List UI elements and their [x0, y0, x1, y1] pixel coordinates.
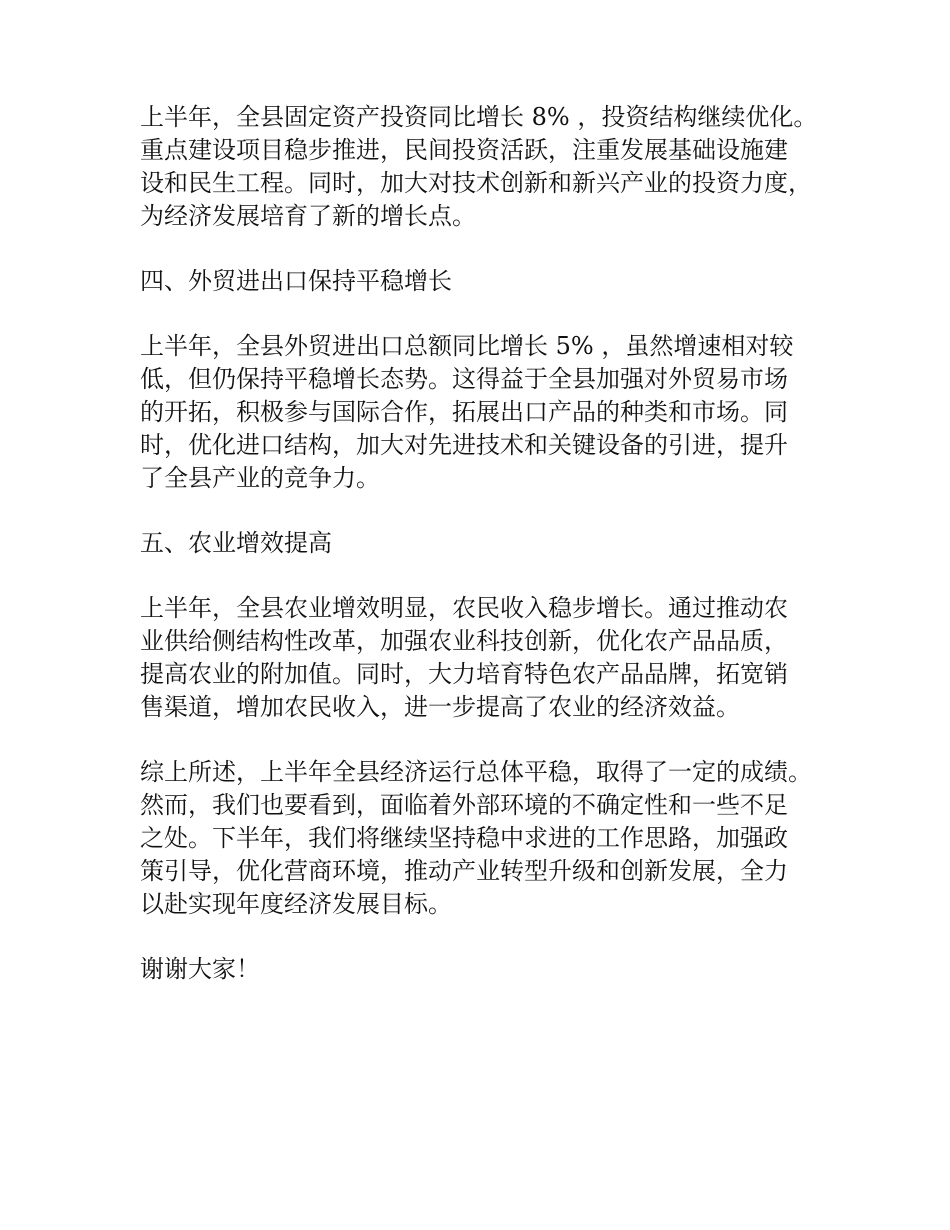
closing-remark [140, 953, 840, 986]
text-line: 上半年，全县固定资产投资同比增长 8% ，投资结构继续优化。 [140, 103, 818, 131]
text-line: 上半年，全县外贸进出口总额同比增长 5% ，虽然增速相对较 [140, 332, 794, 360]
text-line: 提高农业的附加值。同时，大力培育特色农产品品牌，拓宽销 [140, 660, 788, 688]
paragraph-agriculture [140, 592, 840, 724]
text-line: 综上所述，上半年全县经济运行总体平稳，取得了一定的成绩。 [140, 758, 812, 786]
text-line: 业供给侧结构性改革，加强农业科技创新，优化农产品品质， [140, 627, 788, 655]
text-line: 设和民生工程。同时，加大对技术创新和新兴产业的投资力度， [140, 169, 812, 197]
text-line: 之处。下半年，我们将继续坚持稳中求进的工作思路，加强政 [140, 824, 788, 852]
text-line: 上半年，全县农业增效明显，农民收入稳步增长。通过推动农 [140, 594, 788, 622]
section-heading-foreign-trade [140, 265, 840, 298]
text-line: 策引导，优化营商环境，推动产业转型升级和创新发展，全力 [140, 857, 788, 885]
text-line: 低，但仍保持平稳增长态势。这得益于全县加强对外贸易市场 [140, 365, 788, 393]
text-line: 为经济发展培育了新的增长点。 [140, 202, 476, 230]
text-line: 时，优化进口结构，加大对先进技术和关键设备的引进，提升 [140, 431, 788, 459]
section-heading-agriculture [140, 527, 840, 560]
text-line: 重点建设项目稳步推进，民间投资活跃，注重发展基础设施建 [140, 136, 788, 164]
text-line: 售渠道，增加农民收入，进一步提高了农业的经济效益。 [140, 693, 740, 721]
text-line: 了全县产业的竞争力。 [140, 464, 380, 492]
paragraph-summary [140, 756, 840, 921]
heading-text: 五、农业增效提高 [140, 529, 332, 557]
document-body [140, 101, 840, 1018]
text-line: 的开拓，积极参与国际合作，拓展出口产品的种类和市场。同 [140, 398, 788, 426]
heading-text: 四、外贸进出口保持平稳增长 [140, 267, 452, 295]
text-line: 然而，我们也要看到，面临着外部环境的不确定性和一些不足 [140, 791, 788, 819]
paragraph-fixed-asset-investment [140, 101, 840, 233]
closing-text: 谢谢大家！ [140, 955, 260, 983]
paragraph-foreign-trade [140, 330, 840, 495]
text-line: 以赴实现年度经济发展目标。 [140, 890, 452, 918]
